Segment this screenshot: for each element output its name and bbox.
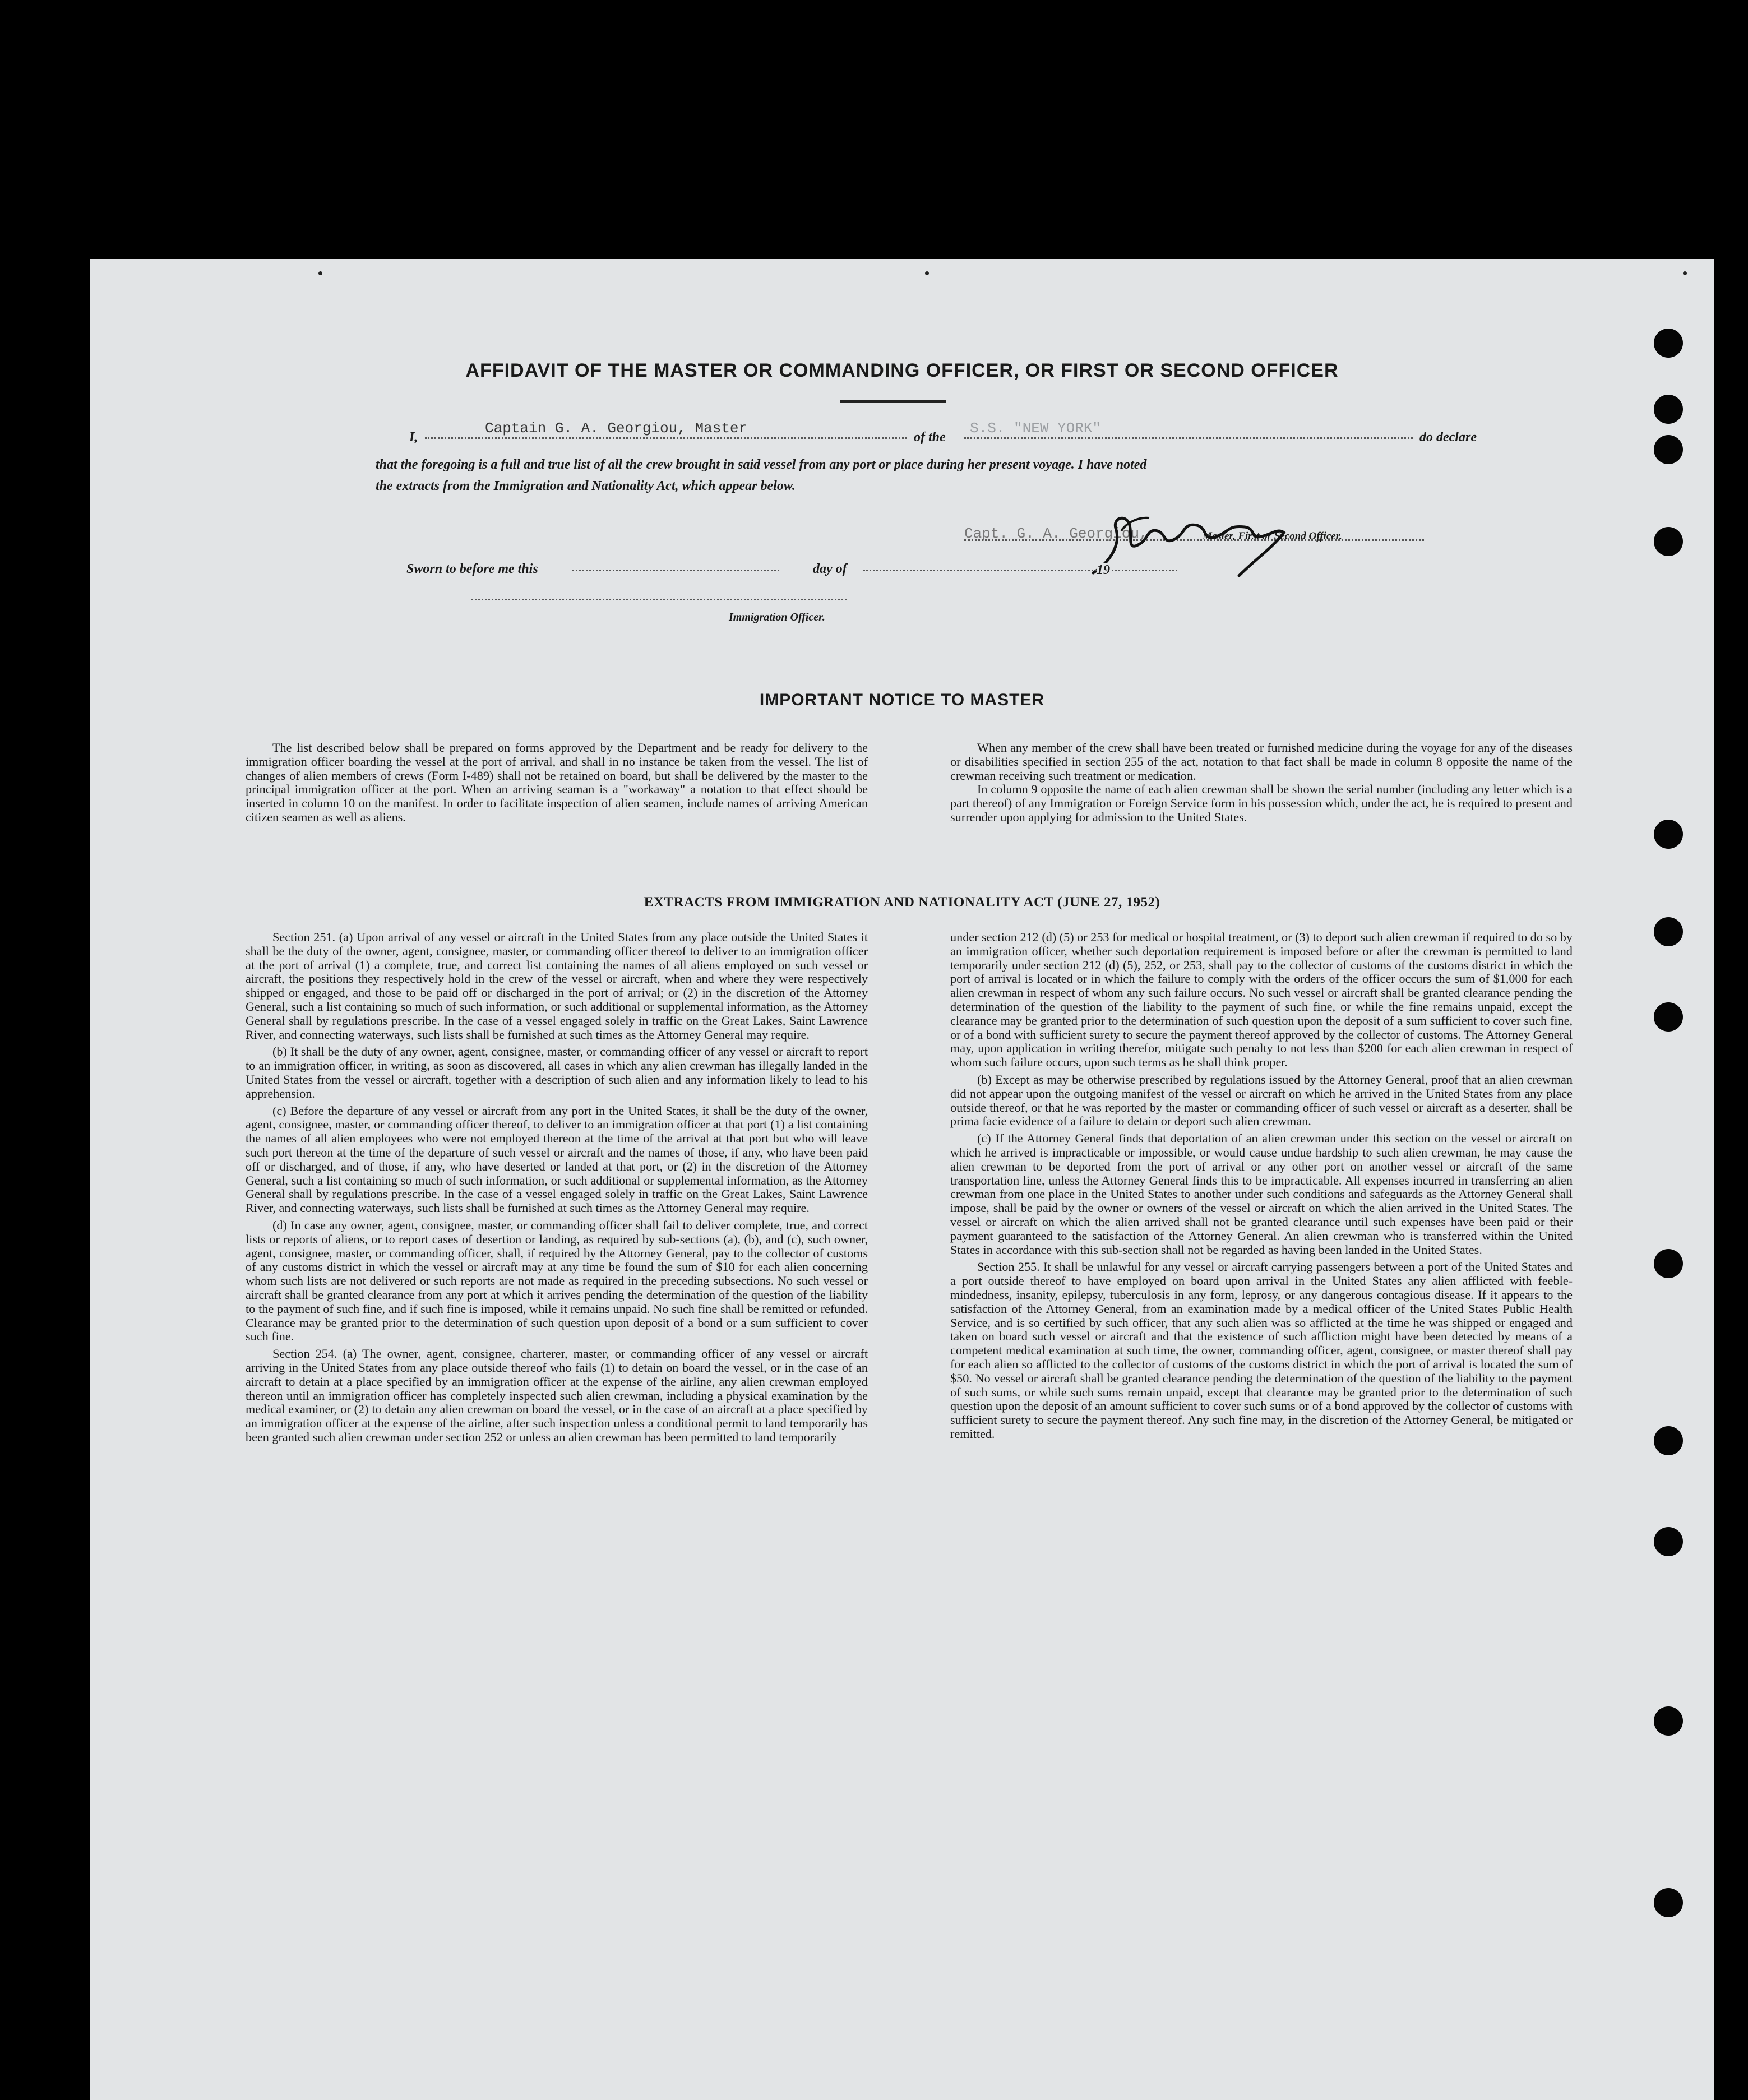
- affidavit-title: AFFIDAVIT OF THE MASTER OR COMMANDING OFFICER, OR FIRST OR SECOND OFFICER: [465, 360, 1339, 381]
- year-prefix: 19: [1097, 563, 1110, 577]
- act-section-paragraph: Section 255. It shall be unlawful for any vessel or aircraft carrying passengers between a port of the United States and a port outside thereof to have employed on board upon arrival in the United States any alien afflicted with feeble-mindedness, insanity, epilepsy, tuberculosis in any form, leprosy, or any dangerous contagious disease. If it appears to the satisfaction of the Attorney General, from an examination made by a medical officer of the United States Public Health Service, and is so certified by such officer, that any such alien was so afflicted at the time he was shipped or engaged and taken on board such vessel or aircraft and that the existence of such affliction might have been detected by means of a competent medical examination at such time, the owner, commanding officer, agent, consignee, or master thereof shall pay for each alien so afflicted to the collector of customs of the customs district in which the port of arrival is located the sum of $50. No vessel or aircraft shall be granted clearance pending the determination of the question of the liability to the payment of such sums, or while such sums remain unpaid, except that clearance may be granted prior to the determination of such question upon the deposit of an amount sufficient to cover such sums or of a bond approved by the collector of customs with sufficient surety to secure the payment thereof. Any such fine may, in the discretion of the Attorney General, be mitigated or remitted.: [950, 1260, 1573, 1441]
- notice-paragraph: The list described below shall be prepared on forms approved by the Department and be ready for delivery to the immigration officer boarding the vessel at the port of arrival, and shall in no instance be taken from the vessel. The list of changes of alien members of crews (Form I-489) shall not be retained on board, but shall be delivered by the master to the principal immigration officer at the port. When an arriving seaman is a "workaway" a notation to that effect should be inserted in column 10 on the manifest. In order to facilitate inspection of alien seamen, include names of arriving American citizen seamen as well as aliens.: [246, 741, 868, 824]
- act-section-paragraph: Section 251. (a) Upon arrival of any vessel or aircraft in the United States from any place outside the United States it shall be the duty of the owner, agent, consignee, master, or commanding officer thereof to deliver to an immigration officer at the port of arrival (1) a complete, true, and correct list containing the names of all aliens employed on such vessel or aircraft, the positions they respectively hold in the crew of the vessel or aircraft, when and where they were respectively shipped or engaged, and those to be paid off or discharged in the port of arrival; or (2) in the discretion of the Attorney General, such a list containing so much of such information, or such additional or supplemental information, as the Attorney General shall by regulations prescribe. In the case of a vessel engaged solely in traffic on the Great Lakes, Saint Lawrence River, and connecting waterways, such lists shall be furnished at such times as the Attorney General may require.: [246, 930, 868, 1042]
- binder-hole: [1654, 1706, 1683, 1736]
- extracts-right-column: [950, 931, 1573, 1445]
- affidavit-i-label: I,: [409, 430, 418, 445]
- binder-hole: [1654, 1249, 1683, 1278]
- binder-hole: [1654, 329, 1683, 358]
- act-section-paragraph: (c) If the Attorney General finds that deportation of an alien crewman under this section on the vessel or aircraft on which he arrived is impracticable or impossible, or would cause undue hardship to such alien crewman, he may cause the alien crewman to be deported from the port of arrival or any other port on another vessel or aircraft of the same transportation line, unless the Attorney General finds this to be impracticable. All expenses incurred in transferring an alien crewman from one place in the United States to another under such conditions and safeguards as the Attorney General shall impose, shall be paid by the owner or owners of the vessel or aircraft on which the alien arrived in the United States. The vessel or aircraft on which the alien arrived shall not be granted clearance until such expenses have been paid or their payment guaranteed to the satisfaction of the Attorney General. An alien crewman who is transferred within the United States in accordance with this sub-section shall not be regarded as having been landed in the United States.: [950, 1131, 1573, 1257]
- vessel-name-typed: S.S. "NEW YORK": [970, 420, 1102, 437]
- act-section-paragraph: Section 254. (a) The owner, agent, consignee, charterer, master, or commanding officer of any vessel or aircraft arriving in the United States from any place outside thereof who fails (1) to detain on board the vessel, or in the case of an aircraft to detain at a place specified by an immigration officer at the expense of the airline, any alien crewman employed thereon until an immigration officer has completely inspected such alien crewman, including a physical examination by the medical examiner, or (2) to detain any alien crewman on board the vessel, or in the case of an aircraft at a place specified by an immigration officer at the expense of the airline, after such inspection unless a conditional permit to land temporarily has been granted such alien crewman under section 252 or unless an alien crewman has been permitted to land temporarily: [246, 1347, 868, 1444]
- extracts-title: EXTRACTS FROM IMMIGRATION AND NATIONALITY ACT (JUNE 27, 1952): [644, 895, 1160, 910]
- binder-hole: [1654, 1527, 1683, 1556]
- notice-title: IMPORTANT NOTICE TO MASTER: [759, 691, 1045, 709]
- act-section-paragraph: (c) Before the departure of any vessel or aircraft from any port in the United States, it shall be the duty of the owner, agent, consignee, master, or commanding officer thereof, to deliver to an immigration officer at that port (1) a list containing the names of all alien employees who were not employed thereon at the time of the arrival at that port but who will leave such port thereon at the time of the departure of such vessel or aircraft and the names of those, if any, who have been paid off or discharged, and of those, if any, who have deserted or landed at that port, or (2) in the discretion of the Attorney General, such a list containing so much of such information, or such additional or supplemental information, as the Attorney General shall by regulations prescribe. In the case of a vessel engaged solely in traffic on the Great Lakes, Saint Lawrence River, and connecting waterways, such lists shall be furnished at such times as the Attorney General may require.: [246, 1103, 868, 1215]
- affidavit-statement-1: that the foregoing is a full and true list of all the crew brought in said vessel from any port or place during her present voyage. I have noted: [376, 457, 1147, 472]
- notice-left-column: [246, 741, 868, 825]
- speck: [318, 271, 322, 275]
- binder-hole: [1654, 917, 1683, 946]
- sworn-label: Sworn to before me this: [406, 562, 538, 576]
- notice-paragraph: When any member of the crew shall have been treated or furnished medicine during the voyage for any of the diseases or disabilities specified in section 255 of the act, notation to that fact shall be made in column 8 opposite the name of the crewman receiving such treatment or medication.: [950, 741, 1573, 783]
- act-section-paragraph: under section 212 (d) (5) or 253 for medical or hospital treatment, or (3) to deport such alien crewman if required to do so by an immigration officer, whether such deportation requirement is imposed before or after the crewman is permitted to land temporarily under section 212 (d) (5), 252, or 253, shall pay to the collector of customs of the customs district in which the port of arrival is located or in which the failure to comply with the orders of the officer occurs the sum of $1,000 for each alien crewman in respect of whom any such failure occurs. No such vessel or aircraft shall be granted clearance pending the determination of the question of the liability to the payment of such fine, or while the fine remains unpaid, except the clearance may be granted prior to the determination of such question upon the deposit of a sum sufficient to cover such fine, or of a bond with sufficient surety to secure the payment thereof approved by the collector of customs. The Attorney General may, upon application in writing therefor, mitigate such penalty to not less than $200 for each alien crewman in respect of whom such failure occurs, upon such terms as he shall think proper.: [950, 930, 1573, 1070]
- master-name-typed: Captain G. A. Georgiou, Master: [485, 420, 748, 437]
- binder-hole: [1654, 1888, 1683, 1917]
- immigration-officer-label: Immigration Officer.: [729, 611, 825, 623]
- signature-typed: Capt. G. A. Georgiou,: [964, 525, 1148, 542]
- do-declare-label: do declare: [1419, 430, 1477, 445]
- binder-hole: [1654, 820, 1683, 849]
- of-the-label: of the: [914, 430, 946, 445]
- immigration-officer-line: [471, 592, 847, 600]
- notice-paragraph: In column 9 opposite the name of each alien crewman shall be shown the serial number (including any letter which is a part thereof) of any Immigration or Foreign Service form in his possession which, under the act, he is required to present and surrender upon applying for admission to the United States.: [950, 782, 1573, 824]
- day-of-label: day of: [813, 562, 847, 576]
- speck: [925, 271, 929, 275]
- binder-hole: [1654, 435, 1683, 464]
- binder-hole: [1654, 1002, 1683, 1032]
- act-section-paragraph: (b) It shall be the duty of any owner, agent, consignee, master, or commanding officer of any vessel or aircraft to report to an immigration officer, in writing, as soon as discovered, all cases in which any alien crewman has illegally landed in the United States from the vessel or aircraft, together with a description of such alien and any information likely to lead to his apprehension.: [246, 1044, 868, 1100]
- title-rule: [840, 400, 946, 403]
- extracts-left-column: [246, 931, 868, 1448]
- document-sheet: [90, 259, 1714, 2100]
- binder-hole: [1654, 1426, 1683, 1455]
- signature-role: Master, First or Second Officer.: [1203, 530, 1342, 542]
- speck: [1683, 271, 1687, 275]
- affidavit-statement-2: the extracts from the Immigration and Nationality Act, which appear below.: [376, 479, 796, 493]
- binder-hole: [1654, 395, 1683, 424]
- act-section-paragraph: (b) Except as may be otherwise prescribed by regulations issued by the Attorney General, proof that an alien crewman did not appear upon the outgoing manifest of the vessel or aircraft on which he arrived in the United States from any place outside thereof, or that he was reported by the master or commanding officer of such vessel or aircraft as a deserter, shall be prima facie evidence of a failure to detain or deport such alien crewman.: [950, 1072, 1573, 1128]
- month-line: [863, 556, 1177, 571]
- handwritten-signature: [1088, 506, 1351, 584]
- notice-right-column: [950, 741, 1573, 825]
- act-section-paragraph: (d) In case any owner, agent, consignee, master, or commanding officer shall fail to deliver complete, true, and correct lists or reports of aliens, or to report cases of desertion or landing, as required by sub-sections (a), (b), and (c), such owner, agent, consignee, master, or commanding officer, shall, if required by the Attorney General, pay to the collector of customs of any customs district in which the vessel or aircraft may at any time be found the sum of $10 for each alien concerning whom such lists are not delivered or such reports are not made as required in the preceding subsections. No such vessel or aircraft shall be granted clearance from any port at which it arrives pending the determination of the question of the liability to the payment of such fine, and if such fine is imposed, while it remains unpaid. No such fine shall be remitted or refunded. Clearance may be granted prior to the determination of such question upon deposit of a bond or a sum sufficient to cover such fine.: [246, 1218, 868, 1344]
- sworn-date-line: [572, 556, 779, 571]
- binder-hole: [1654, 527, 1683, 556]
